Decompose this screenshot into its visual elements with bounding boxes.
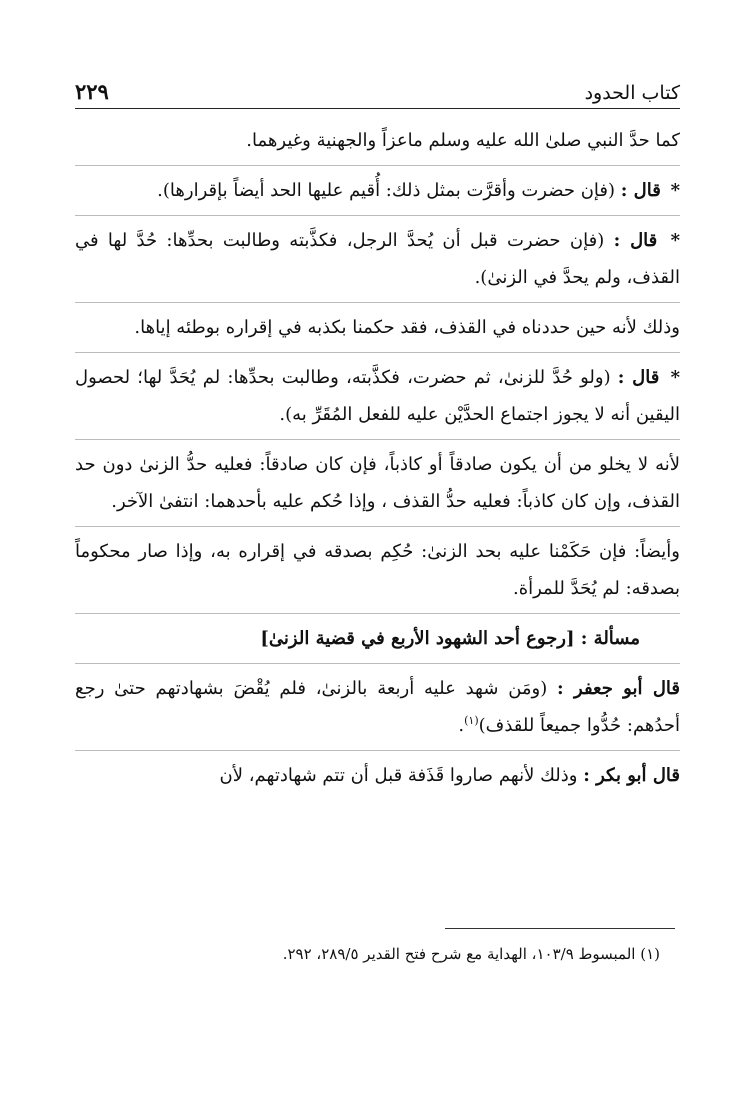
paragraph: قال أبو بكر : وذلك لأنهم صاروا قَذَفة قبل أن تتم شهادتهم، لأن: [75, 750, 680, 794]
page-number: ٢٢٩: [75, 79, 109, 104]
paragraph-label: قال أبو جعفر :: [557, 678, 680, 699]
paragraph: * قال : (ولو حُدَّ للزنىٰ، ثم حضرت، فكذَّبته، وطالبت بحدِّها: لم يُحَدَّ لها؛ لحصول اليقين أنه لا يجوز اجتماع الحدَّيْن عليه للفعل المُقَرِّ به).: [75, 352, 680, 433]
paragraph-label: قال أبو بكر :: [583, 765, 680, 786]
paragraph: وذلك لأنه حين حددناه في القذف، فقد حكمنا بكذبه في إقراره بوطئه إياها.: [75, 302, 680, 346]
paragraph: قال أبو جعفر : (ومَن شهد عليه أربعة بالزنىٰ، فلم يُقْضَ بشهادتهم حتىٰ رجع أحدُهم: حُدُّوا جميعاً للقذف)$^{(١)}$.: [75, 663, 680, 744]
paragraph: كما حدَّ النبي صلىٰ الله عليه وسلم ماعزاً والجهنية وغيرهما.: [246, 130, 680, 151]
paragraph: لأنه لا يخلو من أن يكون صادقاً أو كاذباً، فإن كان صادقاً: فعليه حدُّ الزنىٰ دون حد القذف، وإن كان كاذباً: فعليه حدُّ القذف ، وإذا حُكم عليه بأحدهما: انتفىٰ الآخر.: [75, 439, 680, 520]
footnote-divider: [445, 928, 675, 929]
star-marker: *: [670, 230, 680, 251]
paragraph: * قال : (فإن حضرت قبل أن يُحدَّ الرجل، فكذَّبته وطالبت بحدِّها: حُدَّ لها في القذف، ولم يحدَّ في الزنىٰ).: [75, 215, 680, 296]
running-title: كتاب الحدود: [584, 82, 680, 104]
paragraph-label: قال :: [617, 367, 660, 388]
section-title: [رجوع أحد الشهود الأربع في قضية الزنىٰ]: [260, 628, 575, 649]
section-label: مسألة :: [580, 628, 640, 649]
star-marker: *: [670, 180, 680, 201]
section-heading: [75, 613, 680, 657]
footnote-ref[interactable]: (١): [464, 714, 479, 727]
page-header: [75, 70, 680, 109]
paragraph-label: قال :: [613, 230, 658, 251]
star-marker: *: [670, 367, 680, 388]
paragraph-label: قال :: [620, 180, 661, 201]
footnote: (١) المبسوط ١٠٣/٩، الهداية مع شرح فتح القدير ٢٨٩/٥، ٢٩٢.: [282, 945, 660, 963]
body-text: [75, 122, 680, 794]
paragraph: * قال : (فإن حضرت وأقرَّت بمثل ذلك: أُقيم عليها الحد أيضاً بإقرارها).: [75, 165, 680, 209]
paragraph: وأيضاً: فإن حَكَمْنا عليه بحد الزنىٰ: حُكِم بصدقه في إقراره به، وإذا صار محكوماً بصدقه: لم يُحَدَّ للمرأة.: [75, 526, 680, 607]
